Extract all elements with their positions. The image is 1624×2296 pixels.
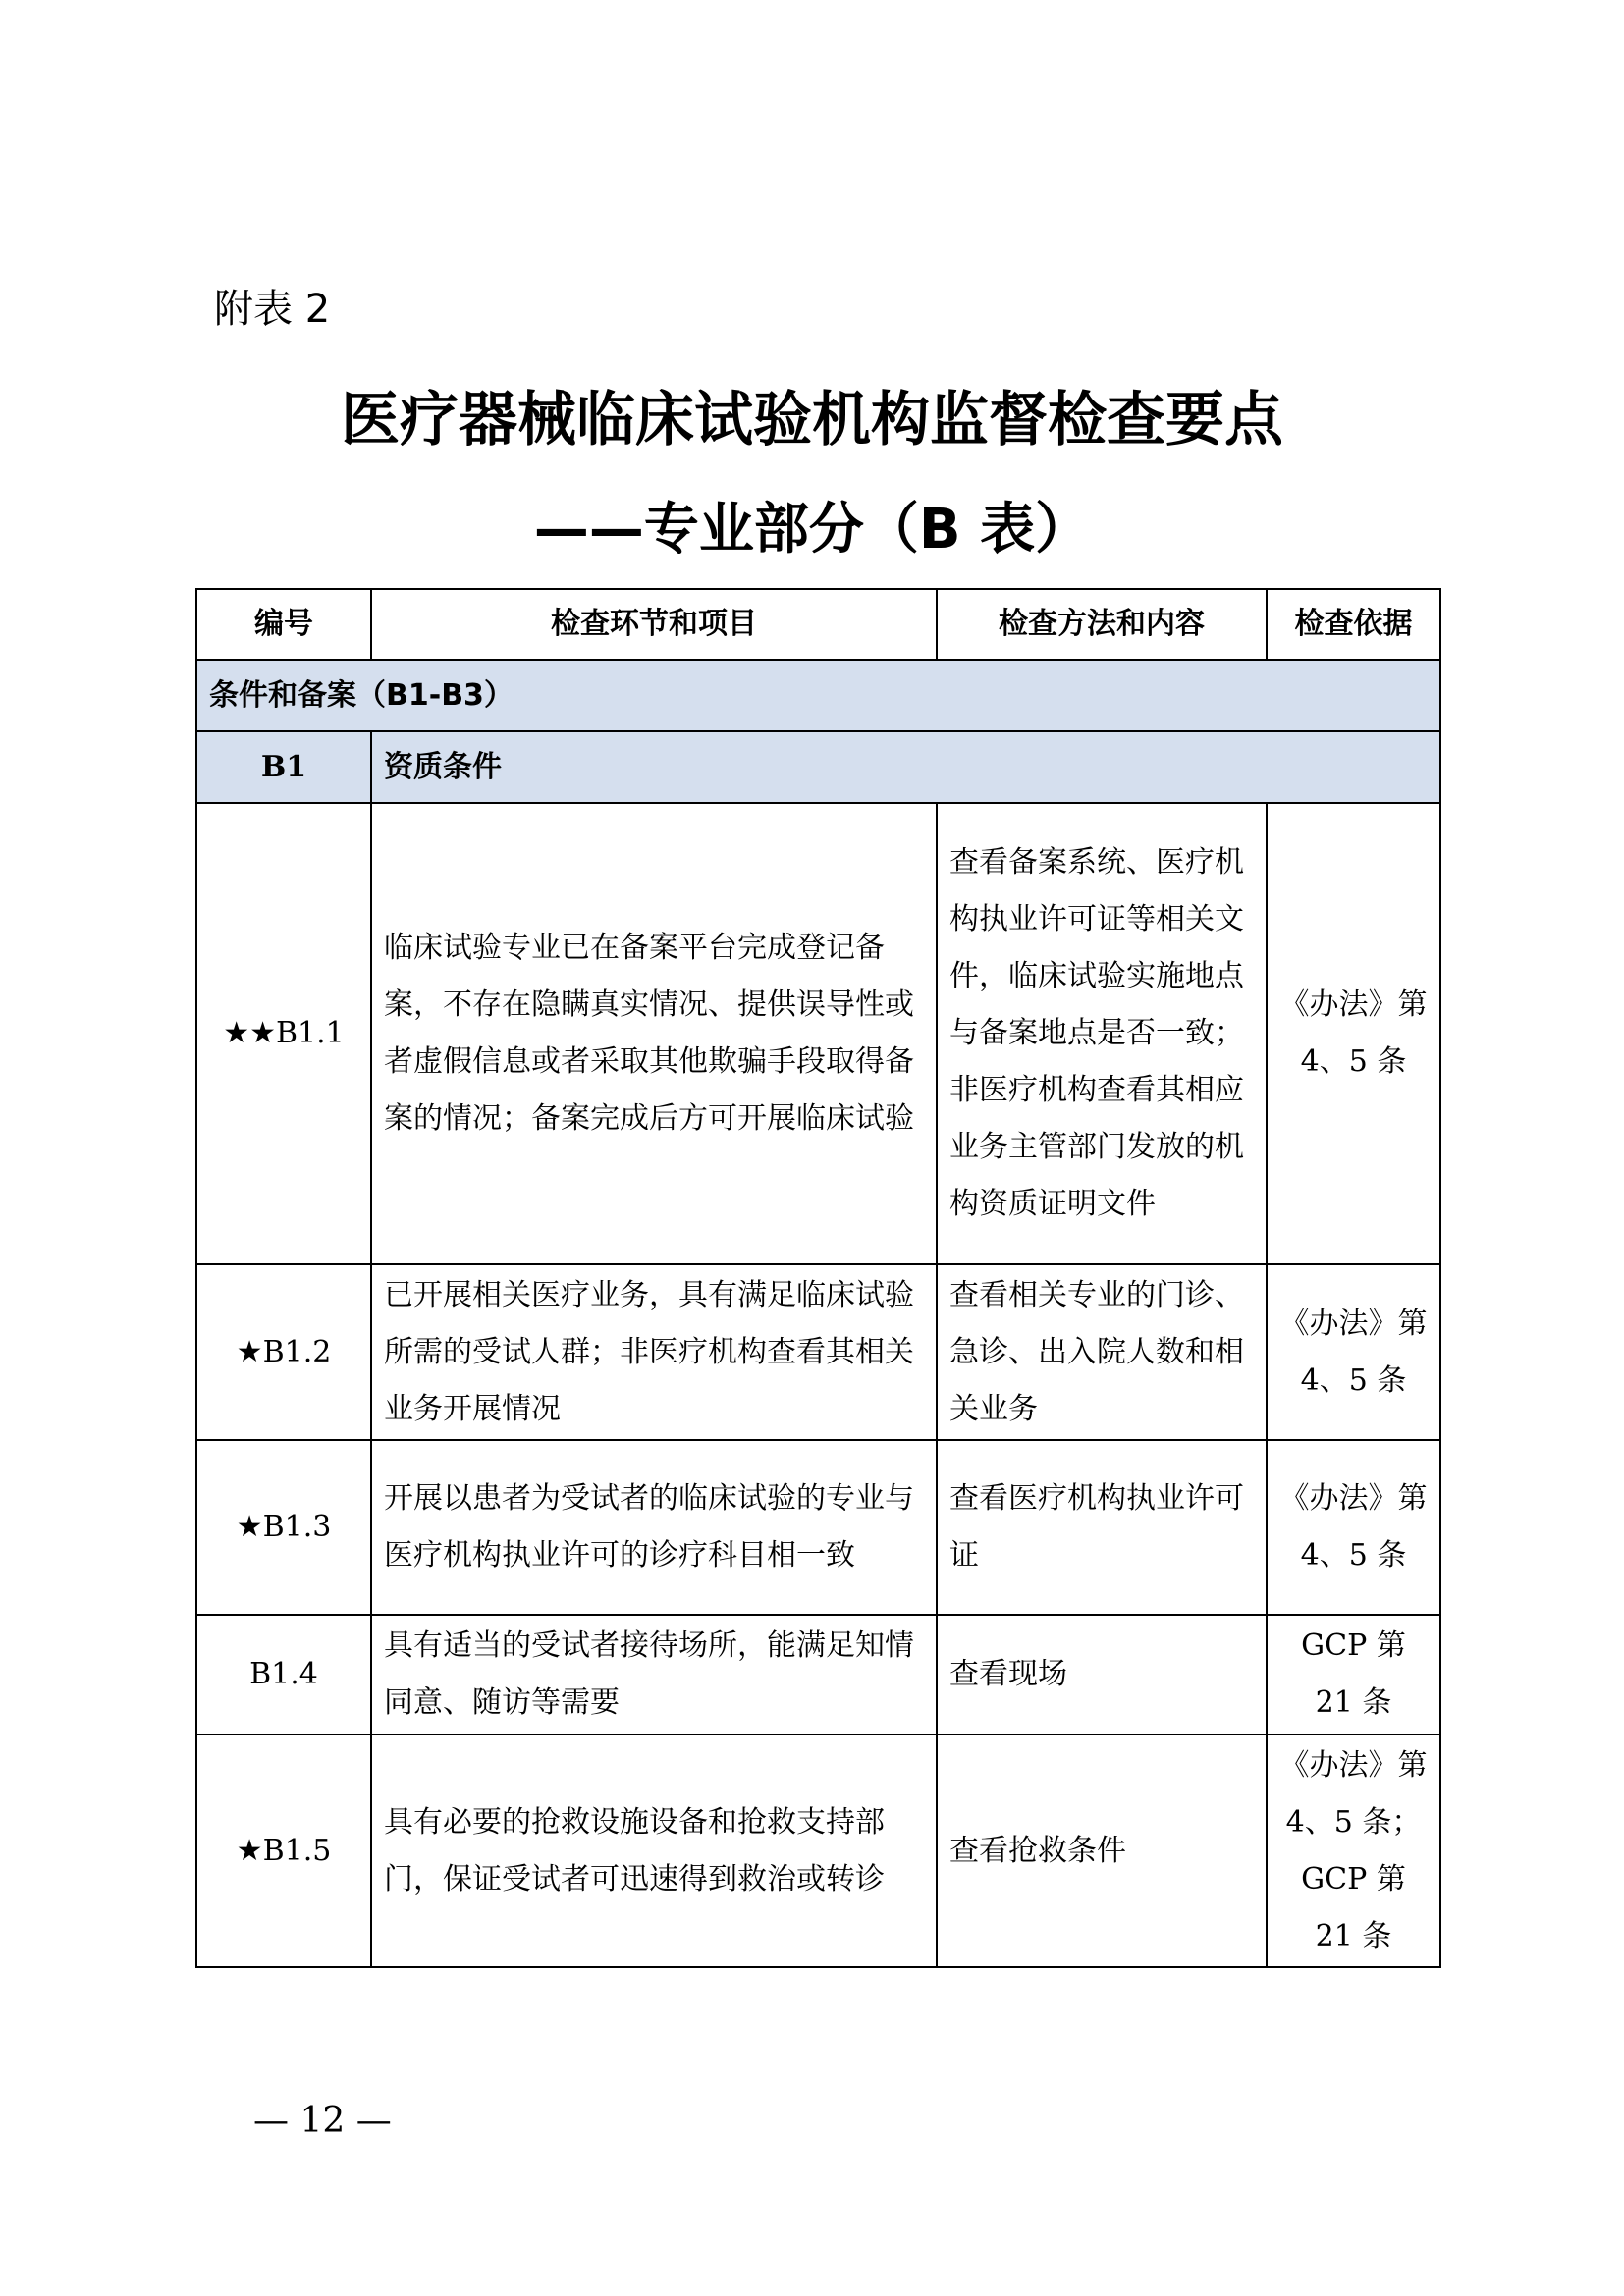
row-code: ★B1.3 bbox=[196, 1440, 371, 1615]
table-row bbox=[196, 1264, 1440, 1440]
header-method: 检查方法和内容 bbox=[937, 589, 1267, 660]
section-row bbox=[196, 660, 1440, 731]
row-code: ★B1.5 bbox=[196, 1735, 371, 1967]
subsection-code: B1 bbox=[196, 731, 371, 803]
subsection-row bbox=[196, 731, 1440, 803]
table-row bbox=[196, 1440, 1440, 1615]
row-item: 具有必要的抢救设施设备和抢救支持部门，保证受试者可迅速得到救治或转诊 bbox=[371, 1735, 937, 1967]
header-basis: 检查依据 bbox=[1267, 589, 1440, 660]
appendix-label: 附表 2 bbox=[214, 287, 331, 332]
page-title: 医疗器械临床试验机构监督检查要点 bbox=[341, 386, 1283, 454]
row-item: 开展以患者为受试者的临床试验的专业与医疗机构执业许可的诊疗科目相一致 bbox=[371, 1440, 937, 1615]
row-method: 查看备案系统、医疗机构执业许可证等相关文件，临床试验实施地点与备案地点是否一致；非医疗机构查看其相应业务主管部门发放的机构资质证明文件 bbox=[937, 803, 1267, 1264]
row-code: B1.4 bbox=[196, 1615, 371, 1735]
row-method: 查看医疗机构执业许可证 bbox=[937, 1440, 1267, 1615]
row-method: 查看相关专业的门诊、急诊、出入院人数和相关业务 bbox=[937, 1264, 1267, 1440]
row-basis: 《办法》第 4、5 条；GCP 第 21 条 bbox=[1267, 1735, 1440, 1967]
table-row bbox=[196, 803, 1440, 1264]
row-item: 临床试验专业已在备案平台完成登记备案，不存在隐瞒真实情况、提供误导性或者虚假信息或者采取其他欺骗手段取得备案的情况；备案完成后方可开展临床试验 bbox=[371, 803, 937, 1264]
page-number: — 12 — bbox=[253, 2101, 392, 2141]
section-title: 条件和备案（B1-B3） bbox=[196, 660, 1440, 731]
row-method: 查看现场 bbox=[937, 1615, 1267, 1735]
header-item: 检查环节和项目 bbox=[371, 589, 937, 660]
inspection-table bbox=[195, 588, 1441, 1968]
table-header-row bbox=[196, 589, 1440, 660]
row-basis: 《办法》第 4、5 条 bbox=[1267, 1440, 1440, 1615]
row-basis: 《办法》第 4、5 条 bbox=[1267, 803, 1440, 1264]
row-method: 查看抢救条件 bbox=[937, 1735, 1267, 1967]
row-code: ★B1.2 bbox=[196, 1264, 371, 1440]
row-item: 已开展相关医疗业务，具有满足临床试验所需的受试人群；非医疗机构查看其相关业务开展情况 bbox=[371, 1264, 937, 1440]
page-subtitle: ——专业部分（B 表） bbox=[533, 498, 1091, 561]
table-row bbox=[196, 1615, 1440, 1735]
row-basis: 《办法》第 4、5 条 bbox=[1267, 1264, 1440, 1440]
row-item: 具有适当的受试者接待场所，能满足知情同意、随访等需要 bbox=[371, 1615, 937, 1735]
subsection-title: 资质条件 bbox=[371, 731, 1440, 803]
row-basis: GCP 第 21 条 bbox=[1267, 1615, 1440, 1735]
header-code: 编号 bbox=[196, 589, 371, 660]
row-code: ★★B1.1 bbox=[196, 803, 371, 1264]
table-row bbox=[196, 1735, 1440, 1967]
